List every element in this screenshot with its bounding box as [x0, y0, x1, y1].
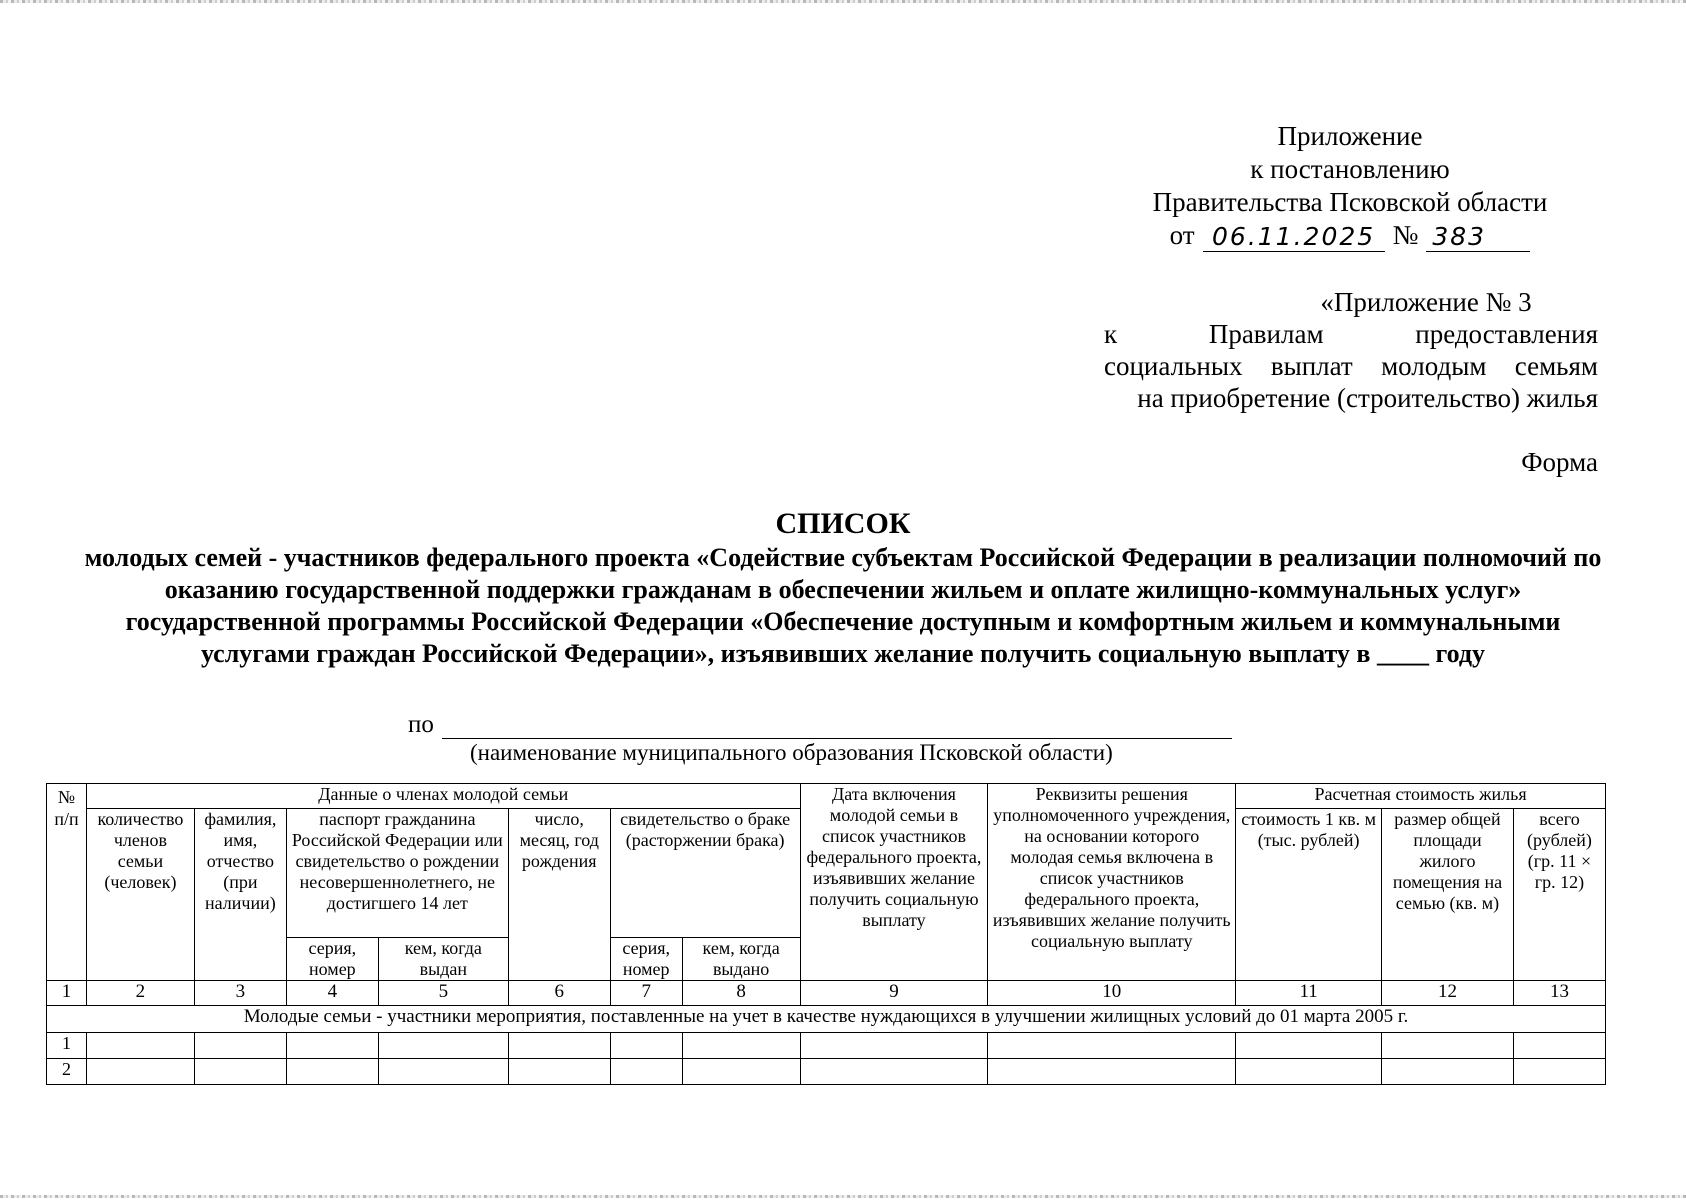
th-passport: паспорт гражданина Российской Федерации или свидетельство о рождении несовершеннолетнего, не достигшего 14 лет	[286, 809, 508, 938]
number-label: №	[1392, 220, 1419, 250]
table-cell[interactable]	[800, 1059, 988, 1085]
column-number: 1	[47, 981, 87, 1006]
th-members-count: количество членов семьи (человек)	[86, 809, 194, 981]
table-cell[interactable]	[682, 1033, 800, 1059]
column-number: 2	[86, 981, 194, 1006]
table-cell[interactable]	[1382, 1033, 1514, 1059]
table-cell[interactable]	[1382, 1059, 1514, 1085]
th-marriage-certificate: свидетельство о браке (расторжении брака)	[610, 809, 800, 938]
table-cell[interactable]	[378, 1033, 508, 1059]
form-label: Форма	[1521, 447, 1598, 477]
th-birth-date: число, месяц, год рождения	[508, 809, 610, 981]
th-housing-cost: Расчетная стоимость жилья	[1236, 784, 1606, 809]
column-number: 8	[682, 981, 800, 1006]
rules-line-1: «Приложение № 3	[1320, 287, 1532, 317]
table-cell[interactable]	[86, 1059, 194, 1085]
table-row	[47, 1033, 1606, 1059]
table-cell[interactable]	[286, 1059, 378, 1085]
section-row	[47, 1006, 1606, 1033]
column-number: 5	[378, 981, 508, 1006]
families-table	[46, 783, 1606, 1085]
th-total: всего (рублей) (гр. 11 × гр. 12)	[1513, 809, 1605, 981]
th-family-data: Данные о членах молодой семьи	[86, 784, 800, 809]
table-cell[interactable]	[1236, 1059, 1382, 1085]
appendix-line-2: к постановлению	[1250, 154, 1450, 184]
section-title: Молодые семьи - участники мероприятия, поставленные на учет в качестве нуждающихся в улучшении жилищных условий до 01 марта 2005 г.	[47, 1006, 1606, 1033]
municipality-line	[408, 711, 1232, 739]
column-number: 11	[1236, 981, 1382, 1006]
po-label: по	[408, 711, 434, 738]
th-area: размер общей площади жилого помещения на семью (кв. м)	[1382, 809, 1514, 981]
column-number: 7	[610, 981, 682, 1006]
table-cell[interactable]	[988, 1059, 1236, 1085]
row-number: 1	[47, 1033, 87, 1059]
th-inclusion-date: Дата включения молодой семьи в список участников федерального проекта, изъявивших желание получить социальную выплату	[800, 784, 988, 981]
appendix-line-3: Правительства Псковской области	[1152, 187, 1548, 217]
table-row	[47, 1059, 1606, 1085]
column-number: 4	[286, 981, 378, 1006]
appendix-date-number-line	[1120, 219, 1580, 252]
th-number: № п/п	[47, 784, 87, 981]
appendix-line-1: Приложение	[1277, 121, 1423, 151]
table-cell[interactable]	[508, 1033, 610, 1059]
th-marriage-series: серия, номер	[610, 938, 682, 981]
table-cell[interactable]	[194, 1033, 286, 1059]
scan-edge-bottom	[0, 1195, 1686, 1198]
th-full-name: фамилия, имя, отчество (при наличии)	[194, 809, 286, 981]
document-title	[30, 508, 1656, 670]
column-number: 13	[1513, 981, 1605, 1006]
rules-reference	[1104, 286, 1598, 414]
municipality-blank	[442, 714, 1232, 739]
column-number-row	[47, 981, 1606, 1006]
table-cell[interactable]	[988, 1033, 1236, 1059]
rules-line-3: социальных выплат молодым семьям	[1104, 351, 1598, 381]
table-cell[interactable]	[286, 1033, 378, 1059]
th-passport-series: серия, номер	[286, 938, 378, 981]
th-decision-details: Реквизиты решения уполномоченного учреждения, на основании которого молодая семья включена в список участников федерального проекта, изъявивших желание получить социальную выплату	[988, 784, 1236, 981]
table-cell[interactable]	[194, 1059, 286, 1085]
header-row-1	[47, 784, 1606, 809]
handwritten-number: 383	[1426, 223, 1530, 252]
rules-line-4: на приобретение (строительство) жилья	[1137, 383, 1598, 413]
table-cell[interactable]	[1236, 1033, 1382, 1059]
row-number: 2	[47, 1059, 87, 1085]
handwritten-date: 06.11.2025	[1203, 223, 1385, 252]
table-cell[interactable]	[508, 1059, 610, 1085]
table-cell[interactable]	[1513, 1033, 1605, 1059]
table-cell[interactable]	[800, 1033, 988, 1059]
title-heading: СПИСОК	[775, 507, 911, 540]
th-marriage-issued: кем, когда выдано	[682, 938, 800, 981]
th-cost-per-sqm: стоимость 1 кв. м (тыс. рублей)	[1236, 809, 1382, 981]
appendix-header	[1120, 120, 1580, 252]
table-cell[interactable]	[378, 1059, 508, 1085]
scan-edge-top	[0, 0, 1686, 3]
table-cell[interactable]	[682, 1059, 800, 1085]
rules-line-2: к Правилам предоставления	[1104, 319, 1598, 349]
title-body: молодых семей - участников федерального проекта «Содействие субъектам Российской Федерации в реализации полномочий по оказанию государственной поддержки гражданам в обеспечении жильем и оплате жилищно-коммунальных услуг» государственной программы Российской Федерации «Обеспечение доступным и комфортным жильем и коммунальными услугами граждан Российской Федерации», изъявивших желание получить социальную выплату в ____ году	[84, 543, 1602, 668]
column-number: 6	[508, 981, 610, 1006]
municipality-caption: (наименование муниципального образования Псковской области)	[470, 740, 1113, 765]
column-number: 3	[194, 981, 286, 1006]
table-cell[interactable]	[610, 1033, 682, 1059]
column-number: 12	[1382, 981, 1514, 1006]
table-cell[interactable]	[1513, 1059, 1605, 1085]
from-label: от	[1169, 220, 1195, 250]
table-cell[interactable]	[86, 1033, 194, 1059]
column-number: 9	[800, 981, 988, 1006]
th-passport-issued: кем, когда выдан	[378, 938, 508, 981]
table-cell[interactable]	[610, 1059, 682, 1085]
column-number: 10	[988, 981, 1236, 1006]
